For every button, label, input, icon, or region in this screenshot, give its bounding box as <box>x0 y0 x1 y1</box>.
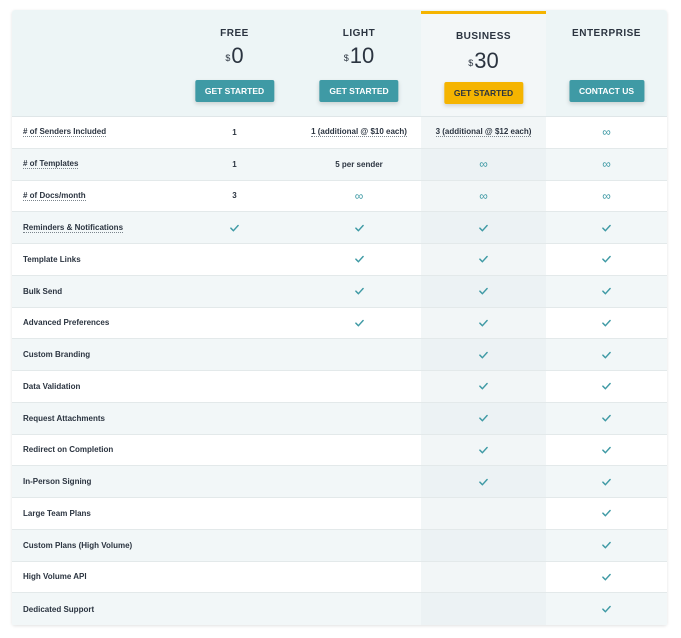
feature-value <box>172 149 297 180</box>
feature-value <box>297 117 421 148</box>
feature-label <box>12 530 172 561</box>
feature-value-text: 1 <box>232 127 237 137</box>
check-icon <box>421 403 546 434</box>
plan-name: ENTERPRISE <box>572 28 641 39</box>
feature-row <box>12 212 667 244</box>
check-icon <box>546 371 667 402</box>
feature-value-text: 5 per sender <box>335 159 383 169</box>
feature-row <box>12 530 667 562</box>
empty-cell <box>172 276 297 307</box>
plan-price <box>172 42 297 70</box>
feature-label-text: Custom Branding <box>23 350 91 360</box>
infinity-icon: ∞ <box>602 125 611 140</box>
empty-cell <box>297 562 421 593</box>
feature-rows <box>12 117 667 625</box>
infinity-icon: ∞ <box>479 157 488 172</box>
empty-cell <box>172 593 297 625</box>
feature-label <box>12 403 172 434</box>
feature-label-text: Advanced Preferences <box>23 318 110 328</box>
check-icon <box>421 466 546 497</box>
check-icon <box>421 308 546 339</box>
infinity-symbol <box>546 149 667 180</box>
feature-label <box>12 244 172 275</box>
check-icon <box>421 244 546 275</box>
feature-row <box>12 276 667 308</box>
infinity-symbol <box>297 181 421 212</box>
feature-label <box>12 466 172 497</box>
feature-value <box>172 117 297 148</box>
plan-business <box>421 11 546 116</box>
feature-row <box>12 149 667 181</box>
empty-cell <box>172 435 297 466</box>
feature-label[interactable] <box>12 212 172 243</box>
check-icon <box>546 403 667 434</box>
empty-cell <box>421 562 546 593</box>
plan-light <box>297 10 421 116</box>
empty-cell <box>172 339 297 370</box>
check-icon <box>546 339 667 370</box>
feature-row <box>12 308 667 340</box>
price-value: 30 <box>474 48 499 73</box>
feature-value <box>421 117 546 148</box>
feature-row <box>12 117 667 149</box>
feature-label <box>12 276 172 307</box>
infinity-icon: ∞ <box>479 188 488 203</box>
plan-name: FREE <box>220 28 249 39</box>
check-icon <box>546 308 667 339</box>
feature-label-text: Redirect on Completion <box>23 445 114 455</box>
feature-label-text: # of Senders Included <box>23 127 107 137</box>
feature-label-text: Template Links <box>23 254 81 264</box>
feature-row <box>12 562 667 594</box>
infinity-icon: ∞ <box>354 188 364 203</box>
pricing-table <box>12 10 667 625</box>
empty-cell <box>297 530 421 561</box>
feature-value-text: 1 <box>232 159 237 169</box>
feature-label <box>12 562 172 593</box>
price-value: 10 <box>349 43 375 68</box>
currency-symbol: $ <box>225 53 231 63</box>
feature-label-text: High Volume API <box>23 572 87 582</box>
check-icon <box>172 212 297 243</box>
feature-value <box>172 181 297 212</box>
empty-cell <box>172 308 297 339</box>
get-started-free-button[interactable]: GET STARTED <box>195 80 274 102</box>
currency-symbol: $ <box>343 53 349 63</box>
plan-name: LIGHT <box>342 28 376 39</box>
check-icon <box>546 498 667 529</box>
feature-label-text: Large Team Plans <box>23 508 91 518</box>
feature-label-text: Data Validation <box>23 381 81 391</box>
feature-value-text: 3 (additional @ $12 each) <box>435 127 532 137</box>
check-icon <box>546 212 667 243</box>
feature-label-text: Request Attachments <box>23 413 105 423</box>
infinity-symbol <box>546 181 667 212</box>
feature-value <box>297 149 421 180</box>
check-icon <box>421 371 546 402</box>
empty-cell <box>172 530 297 561</box>
feature-label-text: # of Templates <box>23 159 79 169</box>
feature-label-text: In-Person Signing <box>23 477 92 487</box>
empty-cell <box>172 562 297 593</box>
empty-cell <box>172 244 297 275</box>
empty-cell <box>297 435 421 466</box>
feature-row <box>12 371 667 403</box>
feature-label <box>12 308 172 339</box>
check-icon <box>297 244 421 275</box>
pricing-header <box>12 10 667 117</box>
feature-label-text: Bulk Send <box>23 286 63 296</box>
feature-label <box>12 593 172 625</box>
check-icon <box>297 212 421 243</box>
infinity-symbol <box>546 117 667 148</box>
get-started-light-button[interactable]: GET STARTED <box>319 80 398 102</box>
check-icon <box>421 339 546 370</box>
check-icon <box>297 276 421 307</box>
feature-value-text: 1 (additional @ $10 each) <box>311 127 407 137</box>
empty-cell <box>172 466 297 497</box>
empty-cell <box>297 593 421 625</box>
plan-name: BUSINESS <box>455 31 512 42</box>
check-icon <box>297 308 421 339</box>
check-icon <box>546 562 667 593</box>
infinity-icon: ∞ <box>602 157 611 172</box>
empty-cell <box>172 403 297 434</box>
feature-label <box>12 371 172 402</box>
feature-row <box>12 593 667 625</box>
header-spacer <box>12 10 172 116</box>
empty-cell <box>421 530 546 561</box>
check-icon <box>546 530 667 561</box>
infinity-icon: ∞ <box>602 188 611 203</box>
feature-label[interactable] <box>12 117 172 148</box>
empty-cell <box>297 403 421 434</box>
plan-price <box>297 42 421 70</box>
empty-cell <box>297 371 421 402</box>
feature-label-text: # of Docs/month <box>23 190 86 200</box>
feature-label[interactable] <box>12 181 172 212</box>
feature-label[interactable] <box>12 149 172 180</box>
empty-cell <box>297 466 421 497</box>
check-icon <box>421 435 546 466</box>
empty-cell <box>421 498 546 529</box>
plan-free <box>172 10 297 116</box>
check-icon <box>421 212 546 243</box>
empty-cell <box>172 371 297 402</box>
check-icon <box>546 276 667 307</box>
empty-cell <box>421 593 546 625</box>
feature-row <box>12 181 667 213</box>
feature-label <box>12 498 172 529</box>
infinity-symbol <box>421 181 546 212</box>
currency-symbol: $ <box>468 58 474 68</box>
contact-us-button[interactable]: CONTACT US <box>569 80 644 102</box>
feature-row <box>12 435 667 467</box>
check-icon <box>421 276 546 307</box>
feature-label <box>12 435 172 466</box>
check-icon <box>546 593 667 625</box>
plan-enterprise <box>546 10 667 116</box>
feature-label-text: Dedicated Support <box>23 604 95 614</box>
feature-label-text: Custom Plans (High Volume) <box>23 540 133 550</box>
feature-row <box>12 339 667 371</box>
feature-row <box>12 403 667 435</box>
feature-label-text: Reminders & Notifications <box>23 222 124 232</box>
price-value: 0 <box>231 43 244 68</box>
empty-cell <box>172 498 297 529</box>
feature-label <box>12 339 172 370</box>
infinity-symbol <box>421 149 546 180</box>
feature-row <box>12 498 667 530</box>
feature-row <box>12 244 667 276</box>
check-icon <box>546 466 667 497</box>
get-started-business-button[interactable]: GET STARTED <box>444 82 523 104</box>
feature-value-text: 3 <box>232 191 237 201</box>
empty-cell <box>297 498 421 529</box>
plan-price <box>421 47 546 75</box>
feature-row <box>12 466 667 498</box>
check-icon <box>546 435 667 466</box>
check-icon <box>546 244 667 275</box>
empty-cell <box>297 339 421 370</box>
